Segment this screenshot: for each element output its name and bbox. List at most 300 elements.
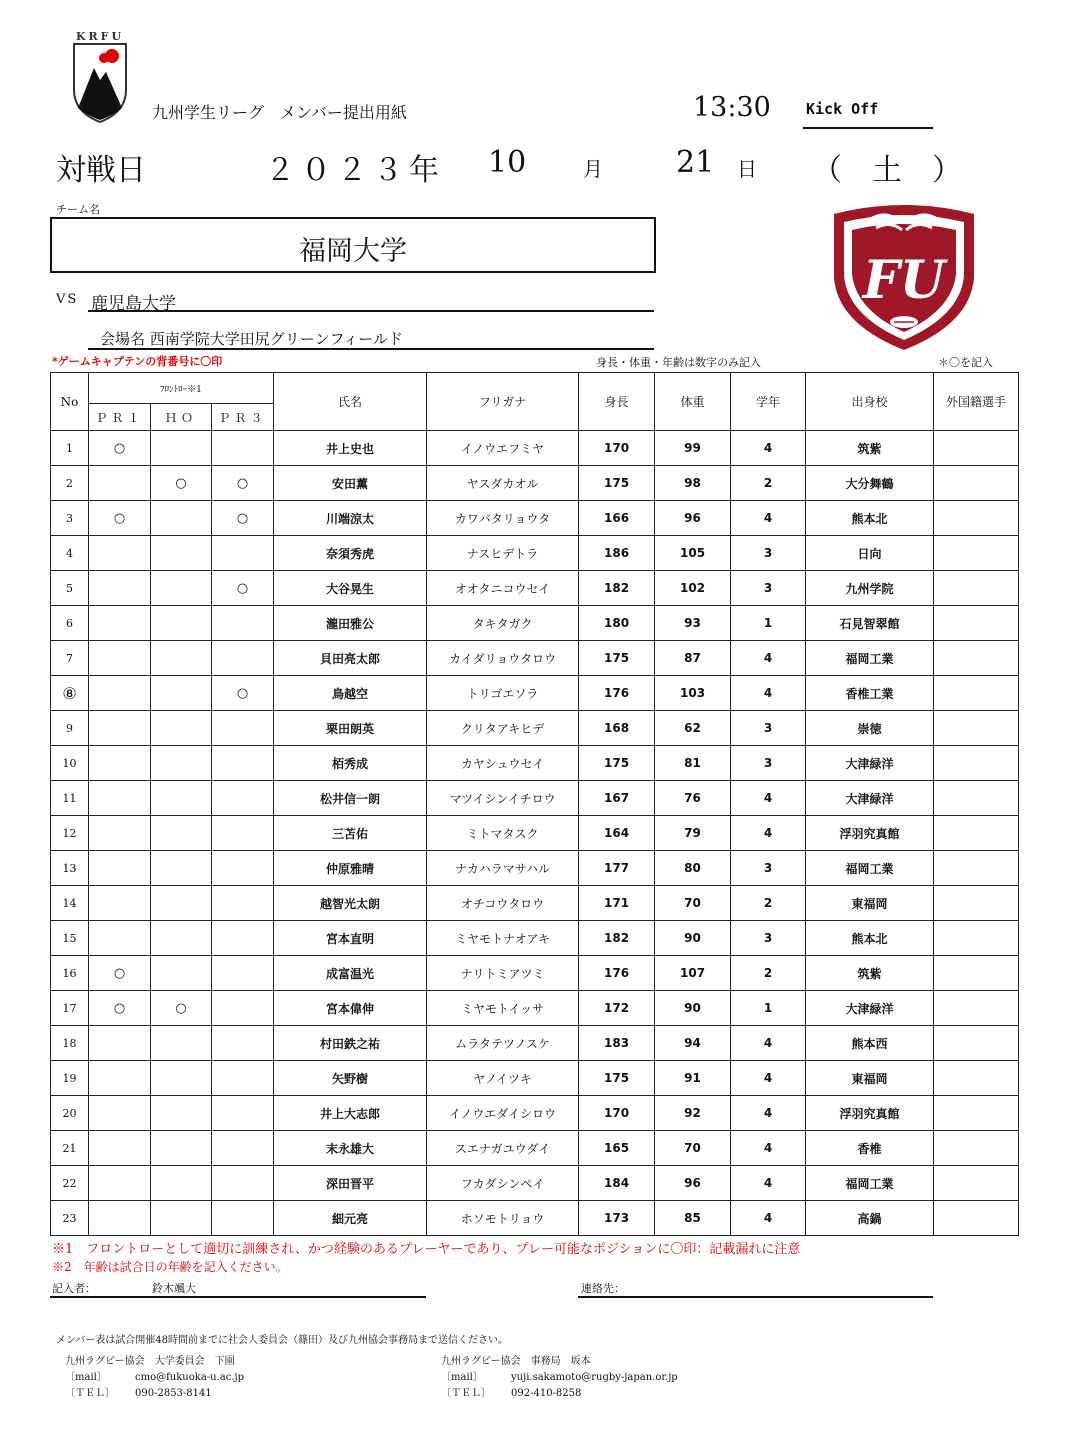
pr3-mark[interactable] — [212, 816, 274, 851]
player-number[interactable]: 4 — [51, 536, 89, 571]
pr1-mark[interactable] — [89, 676, 151, 711]
player-school[interactable]: 香椎 — [806, 1131, 934, 1166]
player-number[interactable]: 12 — [51, 816, 89, 851]
ho-mark[interactable] — [151, 1026, 212, 1061]
player-grade[interactable]: 4 — [731, 1166, 806, 1201]
ho-mark[interactable] — [151, 1096, 212, 1131]
player-number[interactable]: 16 — [51, 956, 89, 991]
player-number[interactable]: 21 — [51, 1131, 89, 1166]
ho-mark[interactable] — [151, 501, 212, 536]
player-weight[interactable]: 107 — [655, 956, 731, 991]
player-school[interactable]: 東福岡 — [806, 1061, 934, 1096]
player-grade[interactable]: 2 — [731, 886, 806, 921]
pr3-mark[interactable] — [212, 431, 274, 466]
player-school[interactable]: 筑紫 — [806, 431, 934, 466]
player-weight[interactable]: 99 — [655, 431, 731, 466]
pr3-mark[interactable] — [212, 991, 274, 1026]
foreign-mark[interactable] — [934, 431, 1019, 466]
player-grade[interactable]: 4 — [731, 641, 806, 676]
player-kana[interactable]: カワバタリョウタ — [427, 501, 579, 536]
pr3-mark[interactable] — [212, 711, 274, 746]
player-school[interactable]: 九州学院 — [806, 571, 934, 606]
table-row — [51, 431, 1019, 466]
player-name[interactable]: 井上大志郎 — [274, 1096, 427, 1131]
player-height[interactable]: 175 — [579, 746, 655, 781]
pr1-mark[interactable] — [89, 641, 151, 676]
player-grade[interactable]: 1 — [731, 991, 806, 1026]
player-weight[interactable]: 102 — [655, 571, 731, 606]
foreign-mark[interactable] — [934, 466, 1019, 501]
pr3-mark[interactable] — [212, 886, 274, 921]
foreign-mark[interactable] — [934, 536, 1019, 571]
player-name[interactable]: 越智光太朗 — [274, 886, 427, 921]
foreign-mark[interactable] — [934, 921, 1019, 956]
ho-mark[interactable] — [151, 746, 212, 781]
pr1-mark[interactable] — [89, 816, 151, 851]
table-row — [51, 956, 1019, 991]
player-school[interactable]: 大分舞鶴 — [806, 466, 934, 501]
pr3-mark[interactable] — [212, 641, 274, 676]
player-name[interactable]: 安田薫 — [274, 466, 427, 501]
tel-label: 〔ＴＥＬ〕 — [65, 1388, 115, 1399]
player-kana[interactable]: ホソモトリョウ — [427, 1201, 579, 1236]
pr1-mark[interactable] — [89, 851, 151, 886]
pr1-mark[interactable] — [89, 746, 151, 781]
pr1-mark[interactable] — [89, 536, 151, 571]
player-kana[interactable]: マツイシンイチロウ — [427, 781, 579, 816]
member-table — [50, 372, 1019, 1236]
player-grade[interactable]: 4 — [731, 781, 806, 816]
pr1-mark[interactable] — [89, 1061, 151, 1096]
player-number[interactable]: 1 — [51, 431, 89, 466]
pr1-mark[interactable] — [89, 466, 151, 501]
player-name[interactable]: 深田晋平 — [274, 1166, 427, 1201]
pr1-mark[interactable] — [89, 571, 151, 606]
player-grade[interactable]: 3 — [731, 746, 806, 781]
table-row — [51, 711, 1019, 746]
table-row — [51, 1166, 1019, 1201]
tel-label: 〔ＴＥＬ〕 — [441, 1388, 491, 1399]
pr3-mark[interactable] — [212, 1026, 274, 1061]
player-kana[interactable]: トリゴエソラ — [427, 676, 579, 711]
player-kana[interactable]: カイダリョウタロウ — [427, 641, 579, 676]
foreign-mark[interactable] — [934, 676, 1019, 711]
player-number[interactable]: 23 — [51, 1201, 89, 1236]
header-weight: 体重 — [655, 373, 731, 431]
player-weight[interactable]: 70 — [655, 1131, 731, 1166]
contact-block-office — [441, 1354, 678, 1402]
table-row — [51, 1096, 1019, 1131]
player-grade[interactable]: 4 — [731, 1096, 806, 1131]
player-name[interactable]: 貝田亮太郎 — [274, 641, 427, 676]
player-number[interactable]: 18 — [51, 1026, 89, 1061]
player-school[interactable]: 大津緑洋 — [806, 746, 934, 781]
player-name[interactable]: 大谷晃生 — [274, 571, 427, 606]
player-name[interactable]: 細元亮 — [274, 1201, 427, 1236]
pr3-mark[interactable] — [212, 1131, 274, 1166]
player-height[interactable]: 183 — [579, 1026, 655, 1061]
recorder-name[interactable]: 鈴木颯大 — [152, 1282, 196, 1295]
player-kana[interactable]: イノウエフミヤ — [427, 431, 579, 466]
player-name[interactable]: 鳥越空 — [274, 676, 427, 711]
player-kana[interactable]: ナカハラマサハル — [427, 851, 579, 886]
foreign-mark[interactable] — [934, 501, 1019, 536]
player-grade[interactable]: 4 — [731, 1026, 806, 1061]
opponent-name[interactable]: 鹿児島大学 — [91, 294, 176, 314]
player-grade[interactable]: 1 — [731, 606, 806, 641]
player-grade[interactable]: 4 — [731, 1061, 806, 1096]
contact-underline[interactable] — [578, 1296, 933, 1298]
player-number[interactable]: 19 — [51, 1061, 89, 1096]
player-height[interactable]: 165 — [579, 1131, 655, 1166]
foreign-mark[interactable] — [934, 781, 1019, 816]
player-name[interactable]: 奈須秀虎 — [274, 536, 427, 571]
vs-label: VS — [56, 292, 79, 307]
player-kana[interactable]: ムラタテツノスケ — [427, 1026, 579, 1061]
player-grade[interactable]: 4 — [731, 1201, 806, 1236]
player-school[interactable]: 浮羽究真館 — [806, 1096, 934, 1131]
player-kana[interactable]: ナスヒデトラ — [427, 536, 579, 571]
player-kana[interactable]: オチコウタロウ — [427, 886, 579, 921]
pr3-mark[interactable]: ○ — [212, 501, 274, 536]
header-grade: 学年 — [731, 373, 806, 431]
pr1-mark[interactable] — [89, 606, 151, 641]
player-name[interactable]: 矢野樹 — [274, 1061, 427, 1096]
player-school[interactable]: 浮羽究真館 — [806, 816, 934, 851]
player-name[interactable]: 井上史也 — [274, 431, 427, 466]
ho-mark[interactable]: ○ — [151, 466, 212, 501]
player-kana[interactable]: ミヤモトナオアキ — [427, 921, 579, 956]
ho-mark[interactable] — [151, 606, 212, 641]
player-number[interactable]: 13 — [51, 851, 89, 886]
player-grade[interactable]: 3 — [731, 571, 806, 606]
player-number[interactable]: 20 — [51, 1096, 89, 1131]
player-kana[interactable]: フカダシンペイ — [427, 1166, 579, 1201]
player-weight[interactable]: 70 — [655, 886, 731, 921]
player-name[interactable]: 村田鉄之祐 — [274, 1026, 427, 1061]
player-grade[interactable]: 4 — [731, 501, 806, 536]
player-number[interactable]: 9 — [51, 711, 89, 746]
table-row — [51, 1201, 1019, 1236]
player-kana[interactable]: クリタアキヒデ — [427, 711, 579, 746]
ho-mark[interactable] — [151, 851, 212, 886]
player-weight[interactable]: 96 — [655, 501, 731, 536]
contact-org: 九州ラグビー協会 大学委員会 下園 — [65, 1356, 235, 1367]
table-row — [51, 571, 1019, 606]
foreign-note: ＊〇を記入 — [938, 356, 993, 369]
contact-email[interactable]: cmo@fukuoka-u.ac.jp — [135, 1372, 245, 1383]
ho-mark[interactable] — [151, 571, 212, 606]
player-height[interactable]: 176 — [579, 676, 655, 711]
player-weight[interactable]: 90 — [655, 921, 731, 956]
ho-mark[interactable] — [151, 921, 212, 956]
match-day: 21 — [676, 145, 715, 180]
player-height[interactable]: 164 — [579, 816, 655, 851]
pr3-mark[interactable]: ○ — [212, 676, 274, 711]
table-row — [51, 921, 1019, 956]
player-number[interactable]: 14 — [51, 886, 89, 921]
player-number[interactable]: 6 — [51, 606, 89, 641]
contact-phone[interactable]: 092-410-8258 — [511, 1388, 582, 1399]
player-name[interactable]: 宮本偉伸 — [274, 991, 427, 1026]
pr1-mark[interactable] — [89, 1096, 151, 1131]
team-name-box[interactable] — [50, 217, 656, 273]
player-weight[interactable]: 85 — [655, 1201, 731, 1236]
player-grade[interactable]: 3 — [731, 711, 806, 746]
contact-block-university — [65, 1354, 244, 1402]
foreign-mark[interactable] — [934, 711, 1019, 746]
player-number[interactable]: ⑧ — [51, 676, 89, 711]
player-weight[interactable]: 94 — [655, 1026, 731, 1061]
ho-mark[interactable] — [151, 676, 212, 711]
player-weight[interactable]: 92 — [655, 1096, 731, 1131]
player-grade[interactable]: 2 — [731, 466, 806, 501]
player-weight[interactable]: 103 — [655, 676, 731, 711]
player-grade[interactable]: 4 — [731, 676, 806, 711]
player-number[interactable]: 5 — [51, 571, 89, 606]
foreign-mark[interactable] — [934, 606, 1019, 641]
ho-mark[interactable] — [151, 1201, 212, 1236]
table-row — [51, 991, 1019, 1026]
player-weight[interactable]: 91 — [655, 1061, 731, 1096]
foreign-mark[interactable] — [934, 1166, 1019, 1201]
player-number[interactable]: 17 — [51, 991, 89, 1026]
pr3-mark[interactable] — [212, 536, 274, 571]
player-name[interactable]: 栗田朗英 — [274, 711, 427, 746]
player-number[interactable]: 2 — [51, 466, 89, 501]
pr1-mark[interactable] — [89, 1201, 151, 1236]
player-number[interactable]: 22 — [51, 1166, 89, 1201]
pr1-mark[interactable] — [89, 886, 151, 921]
player-grade[interactable]: 3 — [731, 536, 806, 571]
month-unit: 月 — [583, 157, 603, 181]
player-height[interactable]: 175 — [579, 641, 655, 676]
player-kana[interactable]: イノウエダイシロウ — [427, 1096, 579, 1131]
pr3-mark[interactable]: ○ — [212, 571, 274, 606]
player-weight[interactable]: 62 — [655, 711, 731, 746]
player-kana[interactable]: ミヤモトイッサ — [427, 991, 579, 1026]
pr1-mark[interactable]: ○ — [89, 431, 151, 466]
player-grade[interactable]: 3 — [731, 921, 806, 956]
ho-mark[interactable] — [151, 1061, 212, 1096]
ho-mark[interactable] — [151, 781, 212, 816]
pr1-mark[interactable]: ○ — [89, 956, 151, 991]
player-height[interactable]: 175 — [579, 1061, 655, 1096]
player-kana[interactable]: タキタガク — [427, 606, 579, 641]
foreign-mark[interactable] — [934, 1201, 1019, 1236]
player-weight[interactable]: 105 — [655, 536, 731, 571]
table-row — [51, 746, 1019, 781]
player-school[interactable]: 福岡工業 — [806, 851, 934, 886]
kickoff-label: Kick Off — [806, 100, 879, 118]
player-height[interactable]: 176 — [579, 956, 655, 991]
pr3-mark[interactable] — [212, 851, 274, 886]
foreign-mark[interactable] — [934, 816, 1019, 851]
player-school[interactable]: 崇徳 — [806, 711, 934, 746]
ho-mark[interactable] — [151, 956, 212, 991]
ho-mark[interactable] — [151, 431, 212, 466]
player-name[interactable]: 川端涼太 — [274, 501, 427, 536]
player-weight[interactable]: 79 — [655, 816, 731, 851]
kickoff-underline — [803, 127, 933, 129]
foreign-mark[interactable] — [934, 641, 1019, 676]
ho-mark[interactable] — [151, 536, 212, 571]
player-name[interactable]: 松井信一朗 — [274, 781, 427, 816]
player-name[interactable]: 成富温光 — [274, 956, 427, 991]
player-kana[interactable]: ナリトミアツミ — [427, 956, 579, 991]
player-height[interactable]: 172 — [579, 991, 655, 1026]
player-name[interactable]: 仲原雅晴 — [274, 851, 427, 886]
player-grade[interactable]: 4 — [731, 431, 806, 466]
ho-mark[interactable] — [151, 711, 212, 746]
player-height[interactable]: 175 — [579, 466, 655, 501]
player-height[interactable]: 166 — [579, 501, 655, 536]
player-name[interactable]: 三苫佑 — [274, 816, 427, 851]
player-weight[interactable]: 76 — [655, 781, 731, 816]
pr1-mark[interactable] — [89, 1026, 151, 1061]
ho-mark[interactable] — [151, 1131, 212, 1166]
player-school[interactable]: 香椎工業 — [806, 676, 934, 711]
player-height[interactable]: 170 — [579, 431, 655, 466]
foreign-mark[interactable] — [934, 886, 1019, 921]
player-kana[interactable]: ヤスダカオル — [427, 466, 579, 501]
pr1-mark[interactable]: ○ — [89, 501, 151, 536]
player-grade[interactable]: 4 — [731, 816, 806, 851]
header-name: 氏名 — [274, 373, 427, 431]
match-weekday: （ 土 ） — [812, 153, 962, 188]
player-number[interactable]: 15 — [51, 921, 89, 956]
submission-note: メンバー表は試合開催48時間前までに社会人委員会（篠田）及び九州協会事務局まで送信ください。 — [56, 1335, 509, 1346]
player-weight[interactable]: 93 — [655, 606, 731, 641]
header-school: 出身校 — [806, 373, 934, 431]
player-weight[interactable]: 87 — [655, 641, 731, 676]
player-school[interactable]: 筑紫 — [806, 956, 934, 991]
player-weight[interactable]: 81 — [655, 746, 731, 781]
player-height[interactable]: 167 — [579, 781, 655, 816]
foreign-mark[interactable] — [934, 1061, 1019, 1096]
player-school[interactable]: 高鍋 — [806, 1201, 934, 1236]
player-height[interactable]: 171 — [579, 886, 655, 921]
player-number[interactable]: 3 — [51, 501, 89, 536]
pr1-mark[interactable] — [89, 1166, 151, 1201]
foreign-mark[interactable] — [934, 1026, 1019, 1061]
mail-label: 〔mail〕 — [441, 1372, 483, 1383]
player-weight[interactable]: 98 — [655, 466, 731, 501]
player-height[interactable]: 177 — [579, 851, 655, 886]
player-number[interactable]: 10 — [51, 746, 89, 781]
player-height[interactable]: 184 — [579, 1166, 655, 1201]
player-height[interactable]: 180 — [579, 606, 655, 641]
header-foreign: 外国籍選手 — [934, 373, 1019, 431]
player-name[interactable]: 末永雄大 — [274, 1131, 427, 1166]
player-kana[interactable]: ヤノイツキ — [427, 1061, 579, 1096]
player-name[interactable]: 瀧田雅公 — [274, 606, 427, 641]
player-name[interactable]: 宮本直明 — [274, 921, 427, 956]
player-school[interactable]: 福岡工業 — [806, 641, 934, 676]
player-number[interactable]: 7 — [51, 641, 89, 676]
pr3-mark[interactable] — [212, 606, 274, 641]
player-grade[interactable]: 3 — [731, 851, 806, 886]
venue[interactable]: 会場名 西南学院大学田尻グリーンフィールド — [100, 330, 403, 348]
player-height[interactable]: 186 — [579, 536, 655, 571]
ho-mark[interactable] — [151, 886, 212, 921]
ho-mark[interactable] — [151, 816, 212, 851]
venue-underline — [88, 348, 654, 350]
pr3-mark[interactable] — [212, 1201, 274, 1236]
player-kana[interactable]: カヤシュウセイ — [427, 746, 579, 781]
foreign-mark[interactable] — [934, 991, 1019, 1026]
pr3-mark[interactable] — [212, 1166, 274, 1201]
table-row — [51, 886, 1019, 921]
player-height[interactable]: 170 — [579, 1096, 655, 1131]
player-school[interactable]: 熊本北 — [806, 501, 934, 536]
player-school[interactable]: 日向 — [806, 536, 934, 571]
player-school[interactable]: 福岡工業 — [806, 1166, 934, 1201]
player-school[interactable]: 大津緑洋 — [806, 991, 934, 1026]
pr1-mark[interactable] — [89, 1131, 151, 1166]
contact-phone[interactable]: 090-2853-8141 — [135, 1388, 212, 1399]
front-row-note: ※1 フロントローとして適切に訓練され、かつ経験のあるプレーヤーであり、プレー可能なポジションに〇印：記載漏れに注意 — [52, 1242, 801, 1257]
pr1-mark[interactable] — [89, 711, 151, 746]
player-school[interactable]: 熊本北 — [806, 921, 934, 956]
pr1-mark[interactable] — [89, 781, 151, 816]
ho-mark[interactable] — [151, 1166, 212, 1201]
pr3-mark[interactable] — [212, 746, 274, 781]
player-number[interactable]: 11 — [51, 781, 89, 816]
pr3-mark[interactable] — [212, 1061, 274, 1096]
pr3-mark[interactable]: ○ — [212, 466, 274, 501]
foreign-mark[interactable] — [934, 851, 1019, 886]
player-height[interactable]: 168 — [579, 711, 655, 746]
player-school[interactable]: 熊本西 — [806, 1026, 934, 1061]
pr3-mark[interactable] — [212, 921, 274, 956]
contact-label: 連絡先： — [581, 1282, 625, 1295]
pr3-mark[interactable] — [212, 1096, 274, 1131]
ho-mark[interactable] — [151, 641, 212, 676]
foreign-mark[interactable] — [934, 571, 1019, 606]
ho-mark[interactable]: ○ — [151, 991, 212, 1026]
player-school[interactable]: 東福岡 — [806, 886, 934, 921]
player-height[interactable]: 182 — [579, 571, 655, 606]
pr1-mark[interactable] — [89, 921, 151, 956]
player-kana[interactable]: ミトマタスク — [427, 816, 579, 851]
pr3-mark[interactable] — [212, 956, 274, 991]
foreign-mark[interactable] — [934, 1096, 1019, 1131]
player-name[interactable]: 栢秀成 — [274, 746, 427, 781]
player-school[interactable]: 石見智翠館 — [806, 606, 934, 641]
player-weight[interactable]: 96 — [655, 1166, 731, 1201]
header-ho: ＨＯ — [151, 404, 212, 431]
player-height[interactable]: 182 — [579, 921, 655, 956]
pr3-mark[interactable] — [212, 781, 274, 816]
player-grade[interactable]: 4 — [731, 1131, 806, 1166]
table-row — [51, 466, 1019, 501]
player-kana[interactable]: スエナガユウダイ — [427, 1131, 579, 1166]
contact-email[interactable]: yuji.sakamoto@rugby-japan.or.jp — [511, 1372, 678, 1383]
foreign-mark[interactable] — [934, 956, 1019, 991]
player-weight[interactable]: 80 — [655, 851, 731, 886]
player-grade[interactable]: 2 — [731, 956, 806, 991]
captain-note: *ゲームキャプテンの背番号に〇印 — [52, 355, 223, 368]
foreign-mark[interactable] — [934, 1131, 1019, 1166]
player-weight[interactable]: 90 — [655, 991, 731, 1026]
foreign-mark[interactable] — [934, 746, 1019, 781]
player-height[interactable]: 173 — [579, 1201, 655, 1236]
opponent-underline — [88, 310, 654, 312]
player-kana[interactable]: オオタニコウセイ — [427, 571, 579, 606]
player-school[interactable]: 大津緑洋 — [806, 781, 934, 816]
pr1-mark[interactable]: ○ — [89, 991, 151, 1026]
